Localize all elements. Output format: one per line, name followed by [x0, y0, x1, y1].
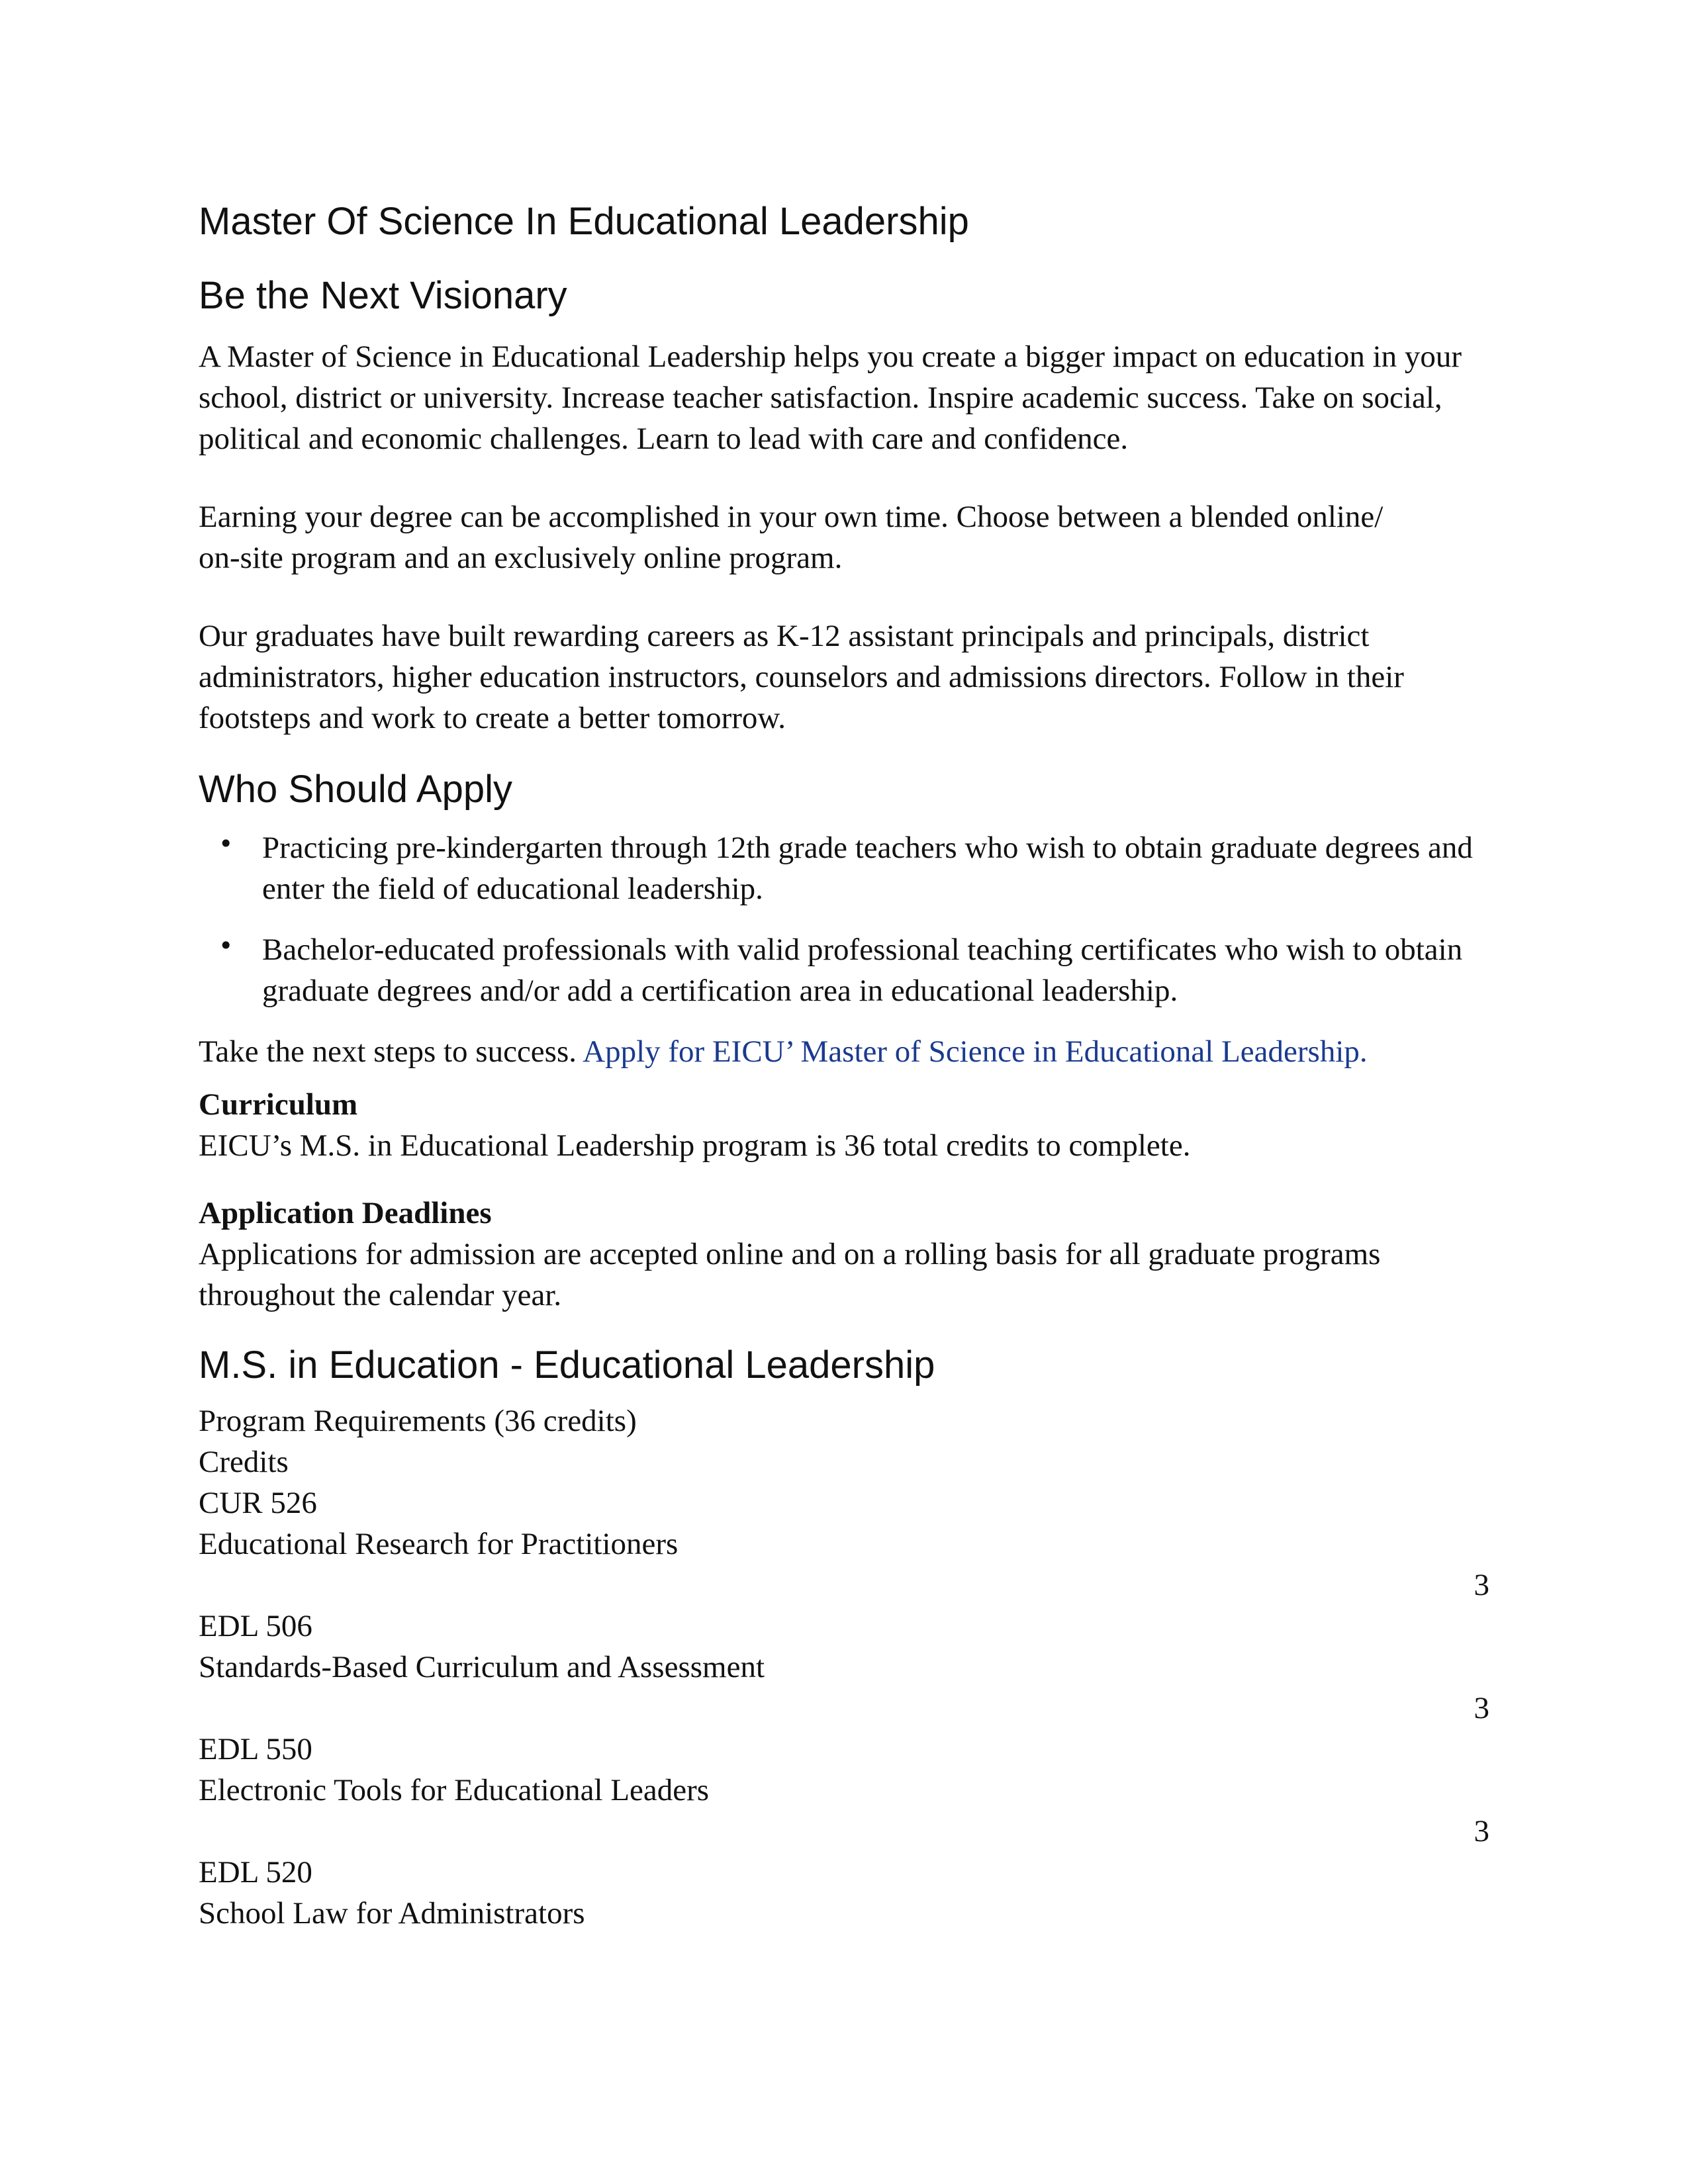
flexibility-line-1: Earning your degree can be accomplished in your own time. Choose between a blended online/	[199, 500, 1383, 534]
page-title: Master Of Science In Educational Leadership	[199, 200, 969, 243]
course-row	[199, 1729, 1496, 1852]
flexibility-paragraph	[199, 496, 1496, 578]
course-code: EDL 506	[199, 1609, 312, 1643]
course-name: Electronic Tools for Educational Leaders	[199, 1773, 710, 1807]
program-heading: M.S. in Education - Educational Leadership	[199, 1343, 935, 1387]
curriculum-text: EICU’s M.S. in Educational Leadership program is 36 total credits to complete.	[199, 1128, 1191, 1163]
careers-paragraph: Our graduates have built rewarding careers as K-12 assistant principals and principals, district administrators, higher education instructors, counselors and admissions directors. Follow in their footsteps and work to create a better tomorrow.	[199, 619, 1404, 735]
cta-paragraph	[199, 1031, 1496, 1072]
course-code: CUR 526	[199, 1486, 317, 1520]
bullet-icon: •	[218, 931, 234, 960]
course-name: Standards-Based Curriculum and Assessment	[199, 1650, 765, 1684]
program-requirements: Program Requirements (36 credits)	[199, 1404, 637, 1438]
course-name: School Law for Administrators	[199, 1896, 585, 1931]
flexibility-line-2: on-site program and an exclusively online program.	[199, 541, 843, 575]
course-credits: 3	[1474, 1814, 1489, 1848]
bullet-text: Bachelor-educated professionals with valid professional teaching certificates who wish to obtain graduate degrees and/or add a certification area in educational leadership.	[262, 933, 1463, 1008]
deadlines-text: Applications for admission are accepted online and on a rolling basis for all graduate programs throughout the calendar year.	[199, 1237, 1381, 1312]
course-list	[199, 1482, 1496, 1934]
course-row	[199, 1852, 1496, 1934]
document-content	[199, 199, 1496, 1934]
bullet-icon: •	[218, 829, 234, 858]
course-credits: 3	[1474, 1568, 1489, 1602]
apply-link[interactable]: Apply for EICU’ Master of Science in Educational Leadership.	[583, 1034, 1368, 1069]
course-row	[199, 1606, 1496, 1729]
list-item	[199, 827, 1496, 909]
intro-paragraph: A Master of Science in Educational Leadership helps you create a bigger impact on education in your school, district or university. Increase teacher satisfaction. Inspire academic success. Take on social, political and economic challenges. Learn to lead with care and confidence.	[199, 340, 1462, 456]
course-row	[199, 1482, 1496, 1606]
course-code: EDL 520	[199, 1855, 312, 1889]
apply-bullet-list	[199, 827, 1496, 1011]
course-name: Educational Research for Practitioners	[199, 1527, 679, 1561]
deadlines-heading: Application Deadlines	[199, 1196, 492, 1230]
curriculum-heading: Curriculum	[199, 1087, 358, 1122]
course-code: EDL 550	[199, 1732, 312, 1766]
course-credits: 3	[1474, 1691, 1489, 1725]
list-item	[199, 929, 1496, 1011]
section-heading-visionary: Be the Next Visionary	[199, 274, 567, 317]
section-heading-who-should-apply: Who Should Apply	[199, 768, 512, 811]
cta-text: Take the next steps to success.	[199, 1034, 583, 1069]
bullet-text: Practicing pre-kindergarten through 12th grade teachers who wish to obtain graduate degrees and enter the field of educational leadership.	[262, 831, 1473, 906]
credits-label: Credits	[199, 1445, 289, 1479]
